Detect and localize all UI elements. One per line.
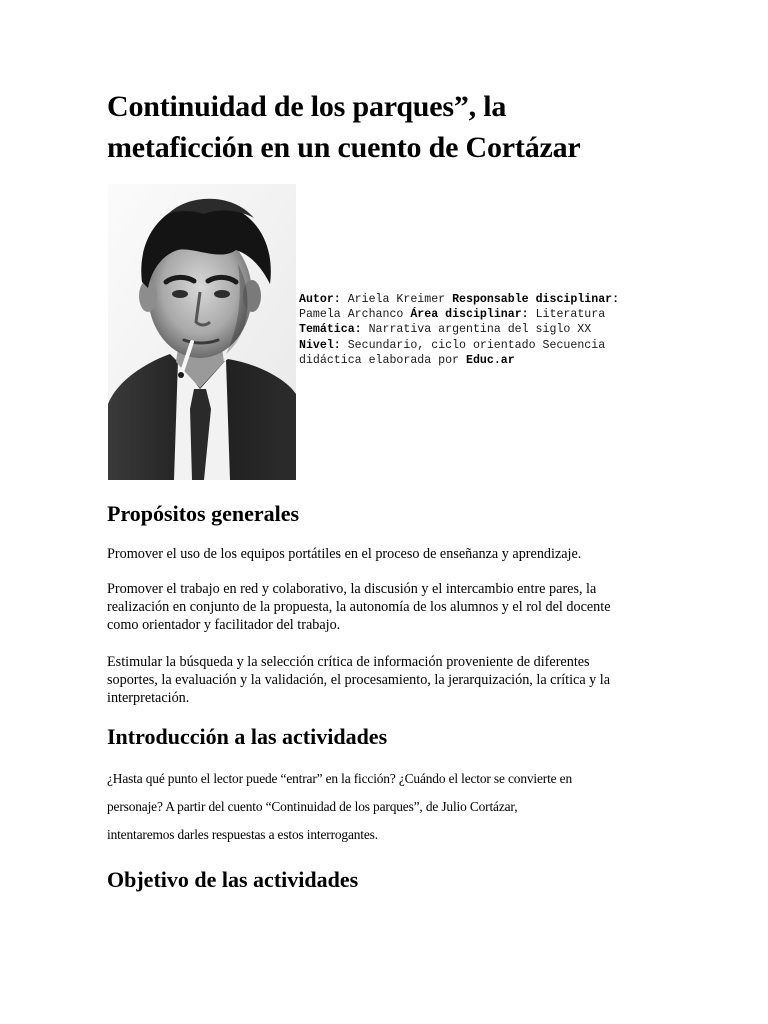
- nivel-label: Nivel:: [299, 338, 341, 352]
- paragraph-propositos-3: [107, 653, 667, 707]
- paragraph-line: soportes, la evaluación y la validación, el procesamiento, la jerarquización, la crítica y la: [107, 672, 611, 688]
- paragraph-line: realización en conjunto de la propuesta, la autonomía de los alumnos y el rol del docente: [107, 599, 611, 615]
- meta-line: [299, 292, 649, 307]
- paragraph-introduccion: [107, 765, 667, 848]
- tematica-label: Temática:: [299, 323, 362, 337]
- portrait-illustration: [108, 184, 296, 480]
- title-line: metaficción en un cuento de Cortázar: [107, 131, 581, 164]
- educ-label: Educ.ar: [465, 353, 515, 367]
- paragraph-line: Estimular la búsqueda y la selección crítica de información proveniente de diferentes: [107, 654, 590, 670]
- area-value: Literatura: [528, 308, 606, 322]
- meta-line: [299, 307, 649, 322]
- paragraph-line: Promover el trabajo en red y colaborativo, la discusión y el intercambio entre pares, la: [107, 581, 597, 597]
- nivel-value: Secundario, ciclo orientado: [340, 338, 536, 352]
- paragraph-line: interpretación.: [107, 690, 190, 706]
- paragraph-line: Promover el uso de los equipos portátiles en el proceso de enseñanza y aprendizaje.: [107, 546, 582, 562]
- paragraph-line: personaje? A partir del cuento “Continuidad de los parques”, de Julio Cortázar,: [107, 798, 518, 814]
- paragraph-propositos-1: [107, 545, 667, 563]
- paragraph-line: como orientador y facilitador del trabajo.: [107, 617, 341, 633]
- document-title: [107, 86, 667, 168]
- meta-line: [299, 338, 649, 353]
- author-portrait-photo: [108, 184, 296, 480]
- section-heading-objetivo: Objetivo de las actividades: [107, 867, 359, 892]
- paragraph-propositos-2: [107, 580, 667, 634]
- document-metadata: [299, 292, 649, 368]
- section-heading-propositos: Propósitos generales: [107, 501, 300, 526]
- secuencia-text-cont: didáctica elaborada por: [299, 353, 466, 367]
- responsable-label: Responsable disciplinar:: [452, 293, 620, 306]
- autor-label: Autor:: [299, 293, 341, 306]
- section-heading-introduccion: Introducción a las actividades: [107, 724, 388, 749]
- tematica-value: Narrativa argentina del siglo XX: [361, 323, 592, 337]
- title-line: Continuidad de los parques”, la: [107, 90, 507, 123]
- autor-value: Ariela Kreimer: [340, 293, 446, 306]
- meta-line: [299, 322, 649, 337]
- paragraph-line: intentaremos darles respuestas a estos interrogantes.: [107, 826, 378, 842]
- area-label: Área disciplinar:: [410, 308, 529, 322]
- paragraph-line: ¿Hasta qué punto el lector puede “entrar” en la ficción? ¿Cuándo el lector se convierte en: [107, 771, 572, 786]
- secuencia-text: Secuencia: [542, 338, 606, 352]
- responsable-value: Pamela Archanco: [299, 308, 404, 322]
- meta-line: [299, 353, 649, 368]
